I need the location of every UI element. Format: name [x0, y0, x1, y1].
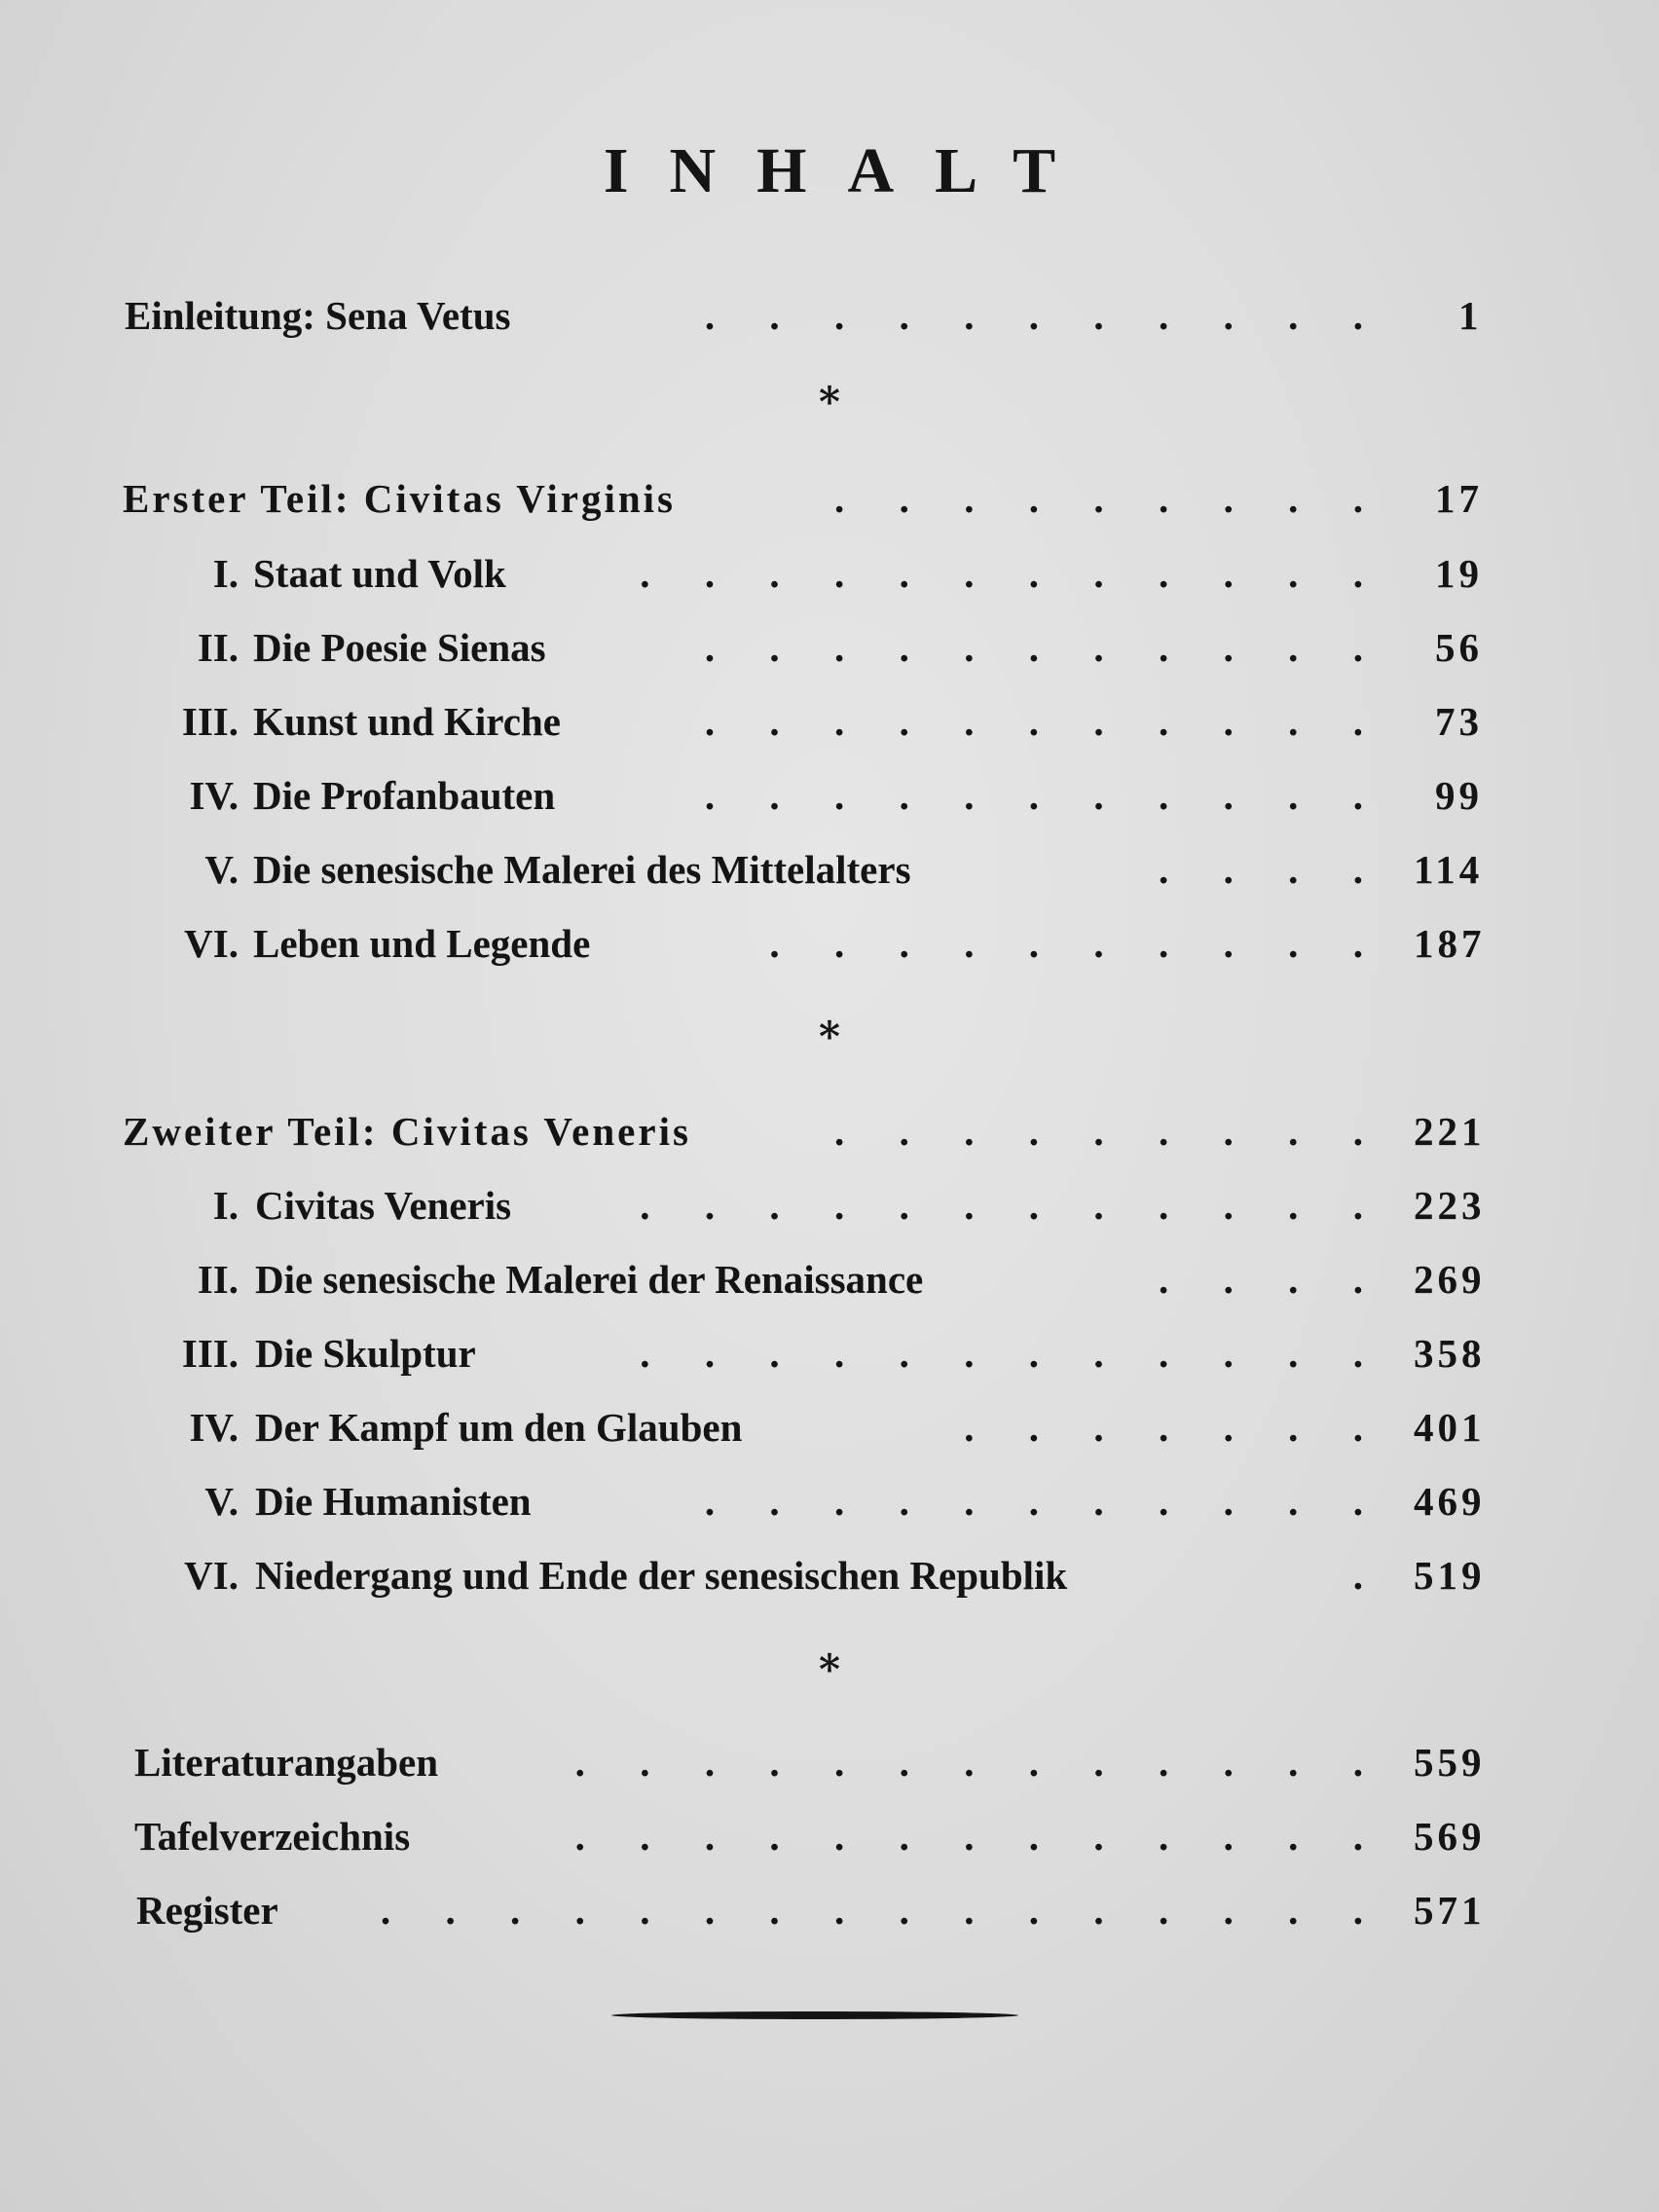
chapter-title: Die senesische Malerei der Renaissance: [255, 1257, 924, 1302]
toc-chapter[interactable]: [0, 698, 1659, 756]
dot-leader: . . . . . . . . . . .: [704, 699, 1363, 744]
chapter-title: Civitas Veneris: [255, 1183, 512, 1228]
chapter-numeral: II.: [197, 1257, 239, 1302]
chapter-title: Die Humanisten: [255, 1479, 532, 1524]
dot-leader: . . . . . . . . . . . . .: [574, 1814, 1363, 1859]
chapter-title: Die Skulptur: [255, 1331, 476, 1376]
toc-page-number: 401: [1414, 1405, 1486, 1450]
toc-chapter[interactable]: [0, 550, 1659, 608]
chapter-numeral: IV.: [189, 1405, 239, 1450]
chapter-numeral: I.: [212, 551, 239, 596]
dot-leader: . . . . . . . . . . .: [704, 625, 1363, 670]
toc-page-number: 56: [1435, 625, 1483, 670]
toc-part-2[interactable]: [0, 1108, 1659, 1166]
chapter-numeral: V.: [204, 847, 239, 892]
chapter-title: Staat und Volk: [253, 551, 506, 596]
toc-page-number: 358: [1414, 1331, 1486, 1376]
chapter-numeral: III.: [181, 699, 239, 744]
toc-chapter[interactable]: [0, 1182, 1659, 1240]
chapter-numeral: VI.: [184, 1553, 239, 1598]
chapter-numeral: I.: [212, 1183, 239, 1228]
toc-part-title: Erster Teil: Civitas Virginis: [123, 476, 677, 521]
toc-part-title: Zweiter Teil: Civitas Veneris: [123, 1109, 691, 1154]
chapter-title: Leben und Legende: [253, 921, 591, 966]
dot-leader: . . . . . . . . . . . .: [640, 1331, 1363, 1376]
dot-leader: . . . . . . . . . .: [769, 921, 1363, 966]
dot-leader: .: [1352, 1553, 1363, 1598]
chapter-numeral: III.: [181, 1331, 239, 1376]
toc-chapter[interactable]: [0, 1552, 1659, 1610]
dot-leader: . . . . . . . . . . .: [704, 1479, 1363, 1524]
toc-page-number: 269: [1414, 1257, 1486, 1302]
toc-chapter[interactable]: [0, 1404, 1659, 1462]
dot-leader: . . . .: [1158, 847, 1363, 892]
toc-page-number: 571: [1414, 1888, 1486, 1933]
toc-entry-label: Einleitung: Sena Vetus: [125, 293, 511, 338]
toc-chapter[interactable]: [0, 920, 1659, 978]
toc-page-number: 519: [1414, 1553, 1486, 1598]
toc-chapter[interactable]: [0, 1330, 1659, 1388]
section-separator-star: *: [819, 378, 840, 425]
toc-appendix[interactable]: [0, 1739, 1659, 1797]
toc-page-number: 114: [1414, 847, 1484, 892]
section-separator-star: *: [819, 1645, 840, 1693]
dot-leader: . . . .: [1158, 1257, 1363, 1302]
dot-leader: . . . . . . . . . . . . .: [574, 1740, 1363, 1785]
toc-page-number: 73: [1435, 699, 1483, 744]
toc-page-number: 17: [1435, 476, 1483, 521]
toc-page-number: 1: [1458, 293, 1483, 338]
dot-leader: . . . . . . . . .: [834, 476, 1363, 521]
toc-part-1[interactable]: [0, 475, 1659, 534]
chapter-numeral: VI.: [184, 921, 239, 966]
toc-page-number: 469: [1414, 1479, 1486, 1524]
appendix-title: Literaturangaben: [134, 1740, 439, 1785]
toc-page-number: 559: [1414, 1740, 1486, 1785]
closing-rule: [611, 2011, 1018, 2019]
toc-chapter[interactable]: [0, 1256, 1659, 1314]
chapter-title: Kunst und Kirche: [253, 699, 561, 744]
chapter-title: Die Profanbauten: [253, 773, 556, 818]
dot-leader: . . . . . . . . . . . .: [640, 1183, 1363, 1228]
toc-appendix[interactable]: [0, 1887, 1659, 1945]
chapter-numeral: IV.: [189, 773, 239, 818]
dot-leader: . . . . . . . . . . . .: [640, 551, 1363, 596]
toc-appendix[interactable]: [0, 1813, 1659, 1871]
page-title: INHALT: [603, 135, 1097, 206]
dot-leader: . . . . . . . . . . .: [704, 293, 1363, 338]
toc-chapter[interactable]: [0, 624, 1659, 682]
toc-page-number: 19: [1435, 551, 1483, 596]
chapter-title: Die Poesie Sienas: [253, 625, 546, 670]
section-separator-star: *: [819, 1013, 840, 1060]
chapter-title: Der Kampf um den Glauben: [255, 1405, 743, 1450]
toc-page-number: 187: [1414, 921, 1486, 966]
dot-leader: . . . . . . .: [964, 1405, 1363, 1450]
chapter-numeral: II.: [197, 625, 239, 670]
chapter-numeral: V.: [204, 1479, 239, 1524]
dot-leader: . . . . . . . . .: [834, 1109, 1363, 1154]
appendix-title: Register: [136, 1888, 278, 1933]
toc-page-number: 99: [1435, 773, 1483, 818]
dot-leader: . . . . . . . . . . . . . . . .: [380, 1888, 1363, 1933]
toc-chapter[interactable]: [0, 772, 1659, 830]
chapter-title: Die senesische Malerei des Mittelalters: [253, 847, 911, 892]
toc-chapter[interactable]: [0, 1478, 1659, 1536]
toc-page-number: 221: [1414, 1109, 1486, 1154]
toc-entry-intro[interactable]: [0, 292, 1659, 350]
toc-chapter[interactable]: [0, 846, 1659, 904]
dot-leader: . . . . . . . . . . .: [704, 773, 1363, 818]
toc-page-number: 223: [1414, 1183, 1486, 1228]
chapter-title: Niedergang und Ende der senesischen Republik: [255, 1553, 1068, 1598]
appendix-title: Tafelverzeichnis: [134, 1814, 411, 1859]
toc-page-number: 569: [1414, 1814, 1486, 1859]
